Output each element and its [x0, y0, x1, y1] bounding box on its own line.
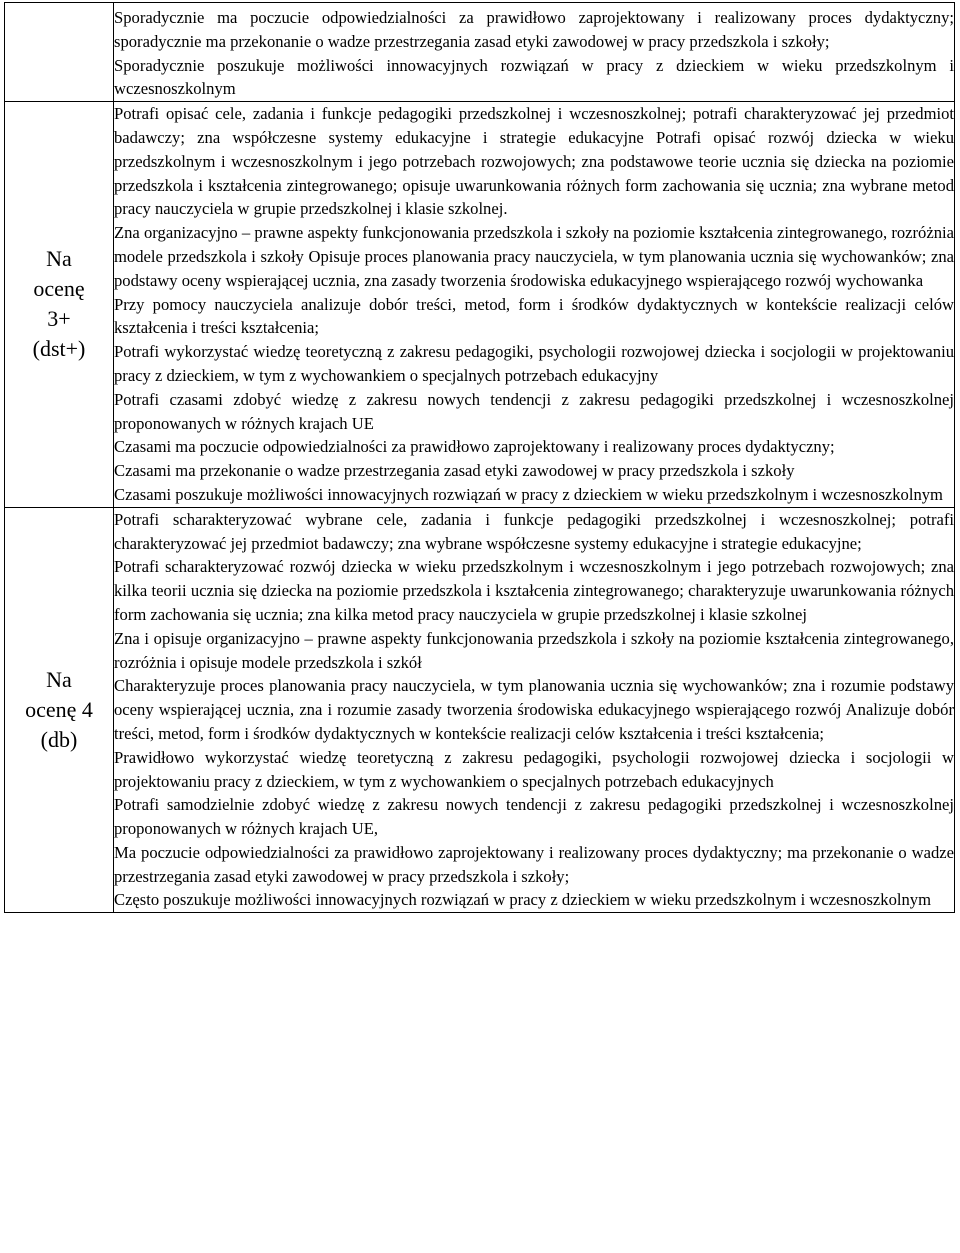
criteria-paragraph: Ma poczucie odpowiedzialności za prawidłowo zaprojektowany i realizowany proces dydaktyczny; ma przekonanie o wadze przestrzegania zasad etyki zawodowej w pracy przedszkola i szkoły;: [114, 842, 954, 886]
criteria-paragraph: Sporadycznie poszukuje możliwości innowacyjnych rozwiązań w pracy z dzieckiem w wieku przedszkolnym i wczesnoszkolnym: [114, 55, 954, 99]
grade-label-line: Na: [46, 246, 72, 272]
table-row: [5, 507, 955, 913]
criteria-cell: [114, 507, 955, 913]
criteria-cell: [114, 102, 955, 508]
criteria-paragraph: Czasami poszukuje możliwości innowacyjnych rozwiązań w pracy z dzieckiem w wieku przedszkolnym i wczesnoszkolnym: [114, 484, 943, 504]
criteria-paragraph: Potrafi scharakteryzować rozwój dziecka w wieku przedszkolnym i wczesnoszkolnym i jego potrzebach rozwojowych; zna kilka teorii ucznia się dziecka na poziomie przedszkola i kształcenia zintegrowanego; charakteryzuje uwarunkowania różnych form zachowania się ucznia; zna kilka metod pracy nauczyciela w grupie przedszkolnej i klasie szkolnej: [114, 557, 954, 624]
criteria-paragraph: Potrafi czasami zdobyć wiedzę z zakresu nowych tendencji z zakresu pedagogiki przedszkolnej i wczesnoszkolnej proponowanych w różnych krajach UE: [114, 389, 954, 433]
grade-label-line: Na: [46, 667, 72, 692]
criteria-paragraph: Zna organizacyjno – prawne aspekty funkcjonowania przedszkola i szkoły na poziomie kształcenia zintegrowanego, rozróżnia modele przedszkola i szkoły Opisuje proces planowania pracy nauczyciela, w tym planowania ucznia się wychowanków; zna podstawy oceny wspierającej ucznia, zna zasady tworzenia środowiska edukacyjnego wspierającego rozwój wychowanka: [114, 223, 954, 290]
criteria-paragraph: Czasami ma poczucie odpowiedzialności za prawidłowo zaprojektowany i realizowany proces dydaktyczny;: [114, 437, 835, 457]
criteria-paragraph: Zna i opisuje organizacyjno – prawne aspekty funkcjonowania przedszkola i szkoły na poziomie kształcenia zintegrowanego, rozróżnia i opisuje modele przedszkola i szkół: [114, 628, 954, 672]
criteria-paragraph: Potrafi samodzielnie zdobyć wiedzę z zakresu nowych tendencji z zakresu pedagogiki przedszkolnej i wczesnoszkolnej proponowanych w różnych krajach UE,: [114, 795, 954, 839]
grade-label-line: ocenę 4: [25, 697, 93, 722]
criteria-cell: [114, 3, 955, 102]
criteria-paragraph: Często poszukuje możliwości innowacyjnych rozwiązań w pracy z dzieckiem w wieku przedszkolnym i wczesnoszkolnym: [114, 890, 931, 910]
grade-label-line: 3+: [47, 306, 71, 332]
criteria-paragraph: Czasami ma przekonanie o wadze przestrzegania zasad etyki zawodowej w pracy przedszkola i szkoły: [114, 461, 795, 481]
grade-label-line: (dst+): [32, 336, 86, 362]
grading-criteria-table: [4, 2, 955, 913]
table-row: [5, 102, 955, 508]
table-body: [5, 3, 955, 913]
grade-label-cell: [5, 102, 114, 508]
criteria-paragraph: Potrafi wykorzystać wiedzę teoretyczną z zakresu pedagogiki, psychologii rozwojowej dziecka i socjologii w projektowaniu pracy z dzieckiem, w tym z wychowankiem o specjalnych potrzebach edukacyjny: [114, 342, 954, 385]
criteria-paragraph: Potrafi scharakteryzować wybrane cele, zadania i funkcje pedagogiki przedszkolnej i wczesnoszkolnej; potrafi charakteryzować jej przedmiot badawczy; zna wybrane współczesne systemy edukacyjne i strategie edukacyjne;: [114, 509, 954, 553]
criteria-paragraph: Sporadycznie ma poczucie odpowiedzialności za prawidłowo zaprojektowany i realizowany proces dydaktyczny; sporadycznie ma przekonanie o wadze przestrzegania zasad etyki zawodowej w pracy przedszkola i szkoły;: [114, 8, 954, 51]
criteria-paragraph: Prawidłowo wykorzystać wiedzę teoretyczną z zakresu pedagogiki, psychologii rozwojowej dziecka i socjologii w projektowaniu pracy z dzieckiem, w tym z wychowankiem o specjalnych potrzebach edukacyjnych: [114, 747, 954, 791]
criteria-paragraph: Charakteryzuje proces planowania pracy nauczyciela, w tym planowania ucznia się wychowanków; zna i rozumie podstawy oceny wspierającej ucznia, zna i rozumie zasady tworzenia środowiska edukacyjnego wspierającego rozwój Analizuje dobór treści, metod, form i środków dydaktycznych w kontekście realizacji celów kształcenia i treści kształcenia;: [114, 676, 954, 743]
grade-label-cell: [5, 3, 114, 102]
criteria-paragraph: Potrafi opisać cele, zadania i funkcje pedagogiki przedszkolnej i wczesnoszkolnej; potrafi charakteryzować jej przedmiot badawczy; zna współczesne systemy edukacyjne i strategie edukacyjne Potrafi opisać rozwój dziecka w wieku przedszkolnym i wczesnoszkolnym i jego potrzebach rozwojowych; zna podstawowe teorie ucznia się dziecka na poziomie przedszkola i kształcenia zintegrowanego; opisuje uwarunkowania różnych form zachowania się ucznia; zna wybrane metod pracy nauczyciela w grupie przedszkolnej i klasie szkolnej.: [114, 104, 954, 219]
criteria-paragraph: Przy pomocy nauczyciela analizuje dobór treści, metod, form i środków dydaktycznych w kontekście realizacji celów kształcenia i treści kształcenia;: [114, 294, 954, 338]
grade-label-line: ocenę: [33, 276, 85, 302]
table-row: [5, 3, 955, 102]
grade-label-line: (db): [40, 727, 78, 752]
grade-label-cell: [5, 507, 114, 913]
